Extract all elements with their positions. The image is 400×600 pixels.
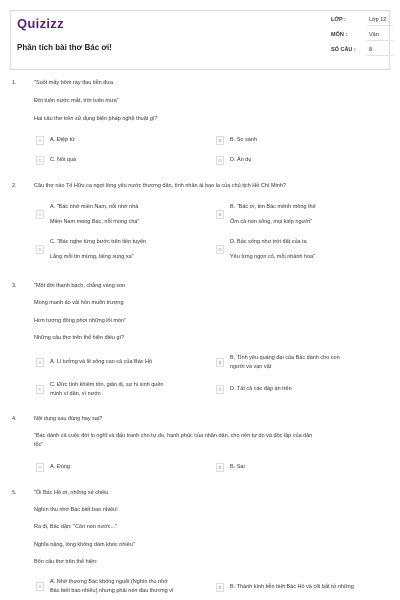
option-letter-box: B	[216, 210, 224, 219]
question-number: 3.	[12, 283, 17, 289]
question-number: 1.	[12, 80, 17, 86]
class-underline	[367, 25, 393, 26]
option-text: D. Bác sống như trời đất của ta	[230, 239, 307, 245]
option-letter-box: A	[36, 136, 44, 145]
option-letter-box: C	[36, 385, 44, 394]
question-text-line: "Suốt mấy hôm rày đau tiễn đưa	[34, 80, 114, 86]
option-text: A. Điệp từ	[50, 137, 75, 143]
option-text: A. "Bác nhớ miền Nam, nỗi nhớ nhà	[50, 204, 139, 210]
question-text-line: Nghìn thu nhớ Bác biết bao nhiêu!	[34, 507, 118, 513]
subject-label: MÔN :	[331, 32, 348, 38]
option-text: A. Nhớ thương Bác không nguôi (Nghìn thu nhớ	[50, 579, 168, 585]
question-text-line: "Ôi Bác Hồ ơi, những xế chiều	[34, 490, 109, 496]
subject-value: Văn	[369, 32, 379, 38]
option-letter-box: A	[36, 210, 44, 219]
count-label: SỐ CÂU :	[331, 47, 356, 53]
option-text: D. Tất cả các đáp án trên	[230, 386, 292, 392]
option-text: A. Đúng	[50, 464, 70, 470]
option-letter-box: A	[36, 463, 44, 472]
question-number: 2.	[12, 183, 17, 189]
question-text-line: Câu thơ nào Tố Hữu ca ngợi lòng yêu nước thương dân, tình nhân ái bao la của chủ tịch Hồ Chí Minh?	[34, 183, 286, 189]
question-number: 5.	[12, 490, 17, 496]
option-letter-box: B	[216, 583, 224, 592]
option-text: B. Thành kính tiễn biệt Bác Hồ và cõi bất tử những	[230, 584, 354, 590]
question-text-line: Ra đi, Bác dặn: "Còn non nước..."	[34, 524, 118, 530]
worksheet-header	[10, 10, 390, 70]
option-text: Miền Nam mong Bác, nỗi mong cha"	[50, 219, 140, 225]
class-label: LỚP :	[331, 17, 346, 23]
count-value: 8	[369, 47, 373, 53]
option-text: A. Lí tưởng và lẽ sống cao cả của Bác Hồ	[50, 359, 153, 365]
class-value: Lớp 12	[369, 17, 387, 23]
option-letter-box: D	[216, 385, 224, 394]
option-letter-box: B	[216, 463, 224, 472]
subject-underline	[367, 40, 393, 41]
question-text-line: Những câu thơ trên thể hiện điều gì?	[34, 335, 125, 341]
option-text: B. Sai	[230, 464, 245, 470]
question-text-line: tộc"	[34, 442, 44, 448]
option-text: mình vì dân, vì nước	[50, 391, 101, 397]
question-text-line: "Một đời thanh bạch, chẳng vàng son	[34, 283, 126, 289]
question-text-line: Hai câu thơ trên sử dụng biện pháp nghệ thuật gì?	[34, 116, 158, 122]
option-text: C. Đức tính khiêm tốn, giản dị, sự hi sinh quên	[50, 382, 164, 388]
option-text: Lắng mỗi tin mừng, tiếng súng xa"	[50, 254, 134, 260]
option-letter-box: A	[36, 358, 44, 367]
option-text: B. So sánh	[230, 137, 257, 143]
count-underline	[367, 55, 393, 56]
question-text-line: Bốn câu thơ trên thể hiện:	[34, 559, 98, 565]
option-text: Yêu từng ngọn cỏ, mỗi nhành hoa"	[230, 254, 316, 260]
option-letter-box: B	[216, 136, 224, 145]
option-text: B. Tình yêu quảng đại của Bác dành cho con	[230, 355, 340, 361]
option-letter-box: B	[216, 358, 224, 367]
question-text-line: Mong manh áo vải hồn muôn trượng	[34, 300, 124, 306]
question-text-line: "Bác dành cả cuộc đời lo nghĩ và đấu tranh cho tự do, hạnh phúc của nhân dân, cho nền tự do và độc lập của dân	[34, 433, 313, 439]
option-text: C. "Bác nghe từng bước trên tiền tuyến	[50, 239, 147, 245]
option-text: Ôm cả non sông, mọi kiếp người"	[230, 219, 313, 225]
option-text: Bác biết bao nhiêu) nhưng phải nén đau thương vì	[50, 588, 174, 594]
worksheet-title: Phân tích bài thơ Bác ơi!	[17, 43, 112, 52]
option-letter-box: C	[36, 245, 44, 254]
option-text: B. "Bác ơi, tim Bác mênh mông thế	[230, 204, 316, 210]
question-text-line: Đời tuôn nước mắt, trời tuôn mưa"	[34, 98, 119, 104]
option-letter-box: D	[216, 156, 224, 165]
question-text-line: Nội dung sau đúng hay sai?	[34, 416, 103, 422]
question-text-line: Nghĩa nặng, lòng không dám khóc nhiều"	[34, 542, 135, 548]
question-text-line: Hơn tượng đồng phơi những lối mòn"	[34, 318, 126, 324]
option-text: C. Nói quá	[50, 157, 76, 163]
quizizz-logo: Quizizz	[17, 16, 64, 31]
question-number: 4.	[12, 416, 17, 422]
option-letter-box: D	[216, 245, 224, 254]
option-letter-box: C	[36, 156, 44, 165]
option-text: D. Ẩn dụ	[230, 157, 252, 163]
option-letter-box: A	[36, 582, 44, 591]
option-text: người và vạn vật	[230, 364, 272, 370]
